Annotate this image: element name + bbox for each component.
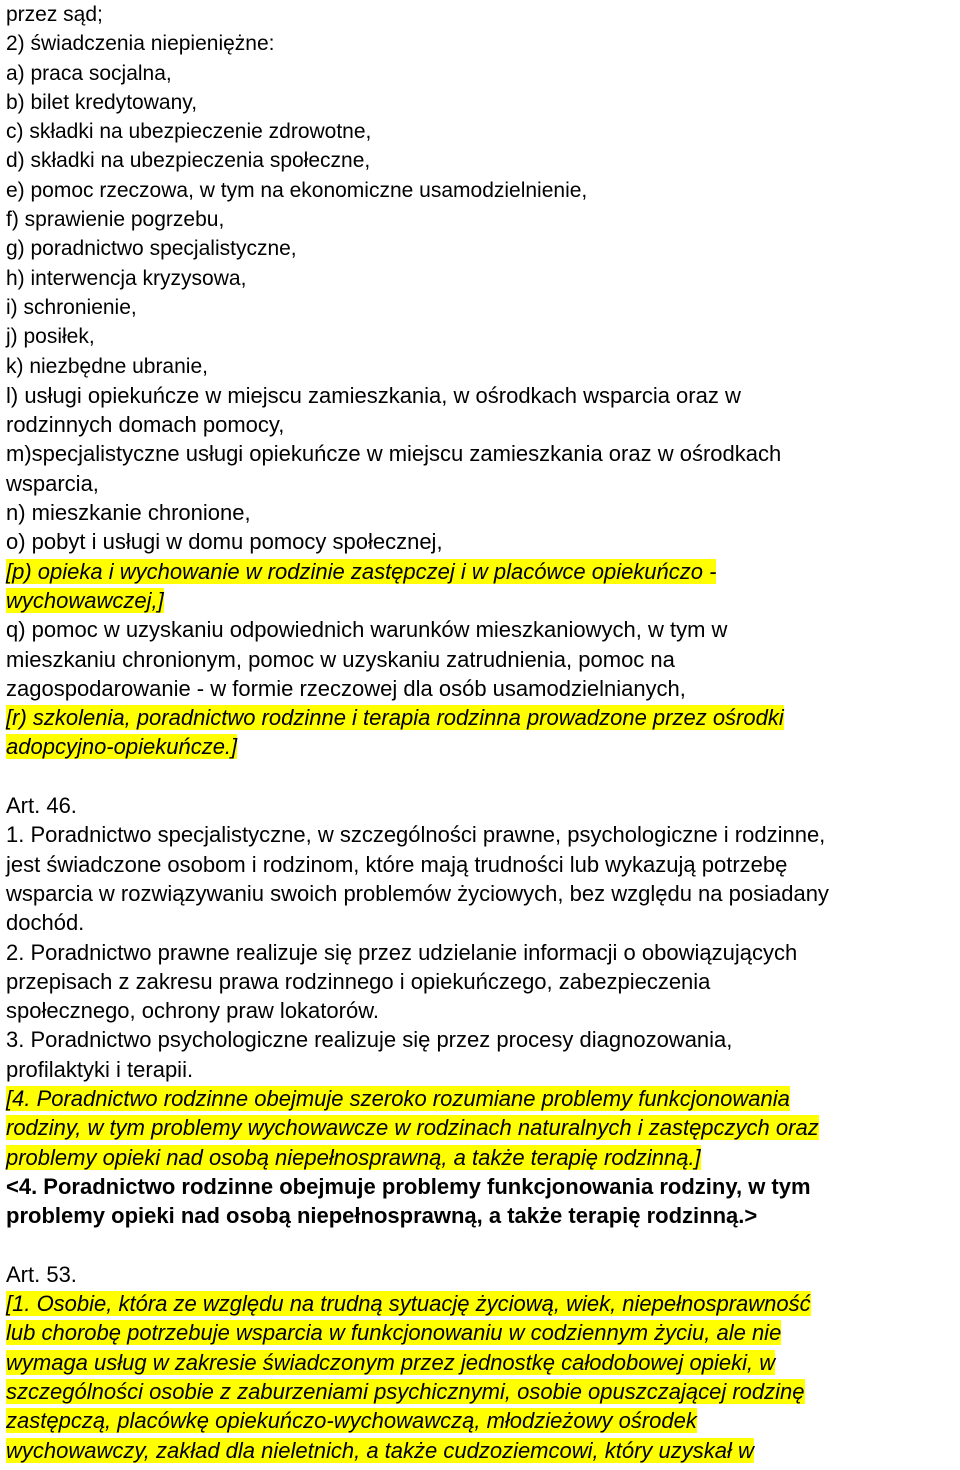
- legal-document: [6, 0, 956, 1465]
- list-item: e) pomoc rzeczowa, w tym na ekonomiczne usamodzielnienie,: [6, 178, 588, 202]
- highlighted-text: szczególności osobie z zaburzeniami psychicznymi, osobie opuszczającej rodzinę: [6, 1378, 805, 1404]
- deleted-paragraph-line: [6, 1113, 956, 1142]
- list-item: c) składki na ubezpieczenie zdrowotne,: [6, 120, 372, 144]
- highlighted-text: adopcyjno-opiekuńcze.]: [6, 734, 238, 760]
- deleted-paragraph-line: [6, 1377, 956, 1406]
- deleted-item-r: [6, 703, 956, 732]
- article-heading: Art. 53.: [6, 1261, 77, 1287]
- spacer: [6, 1230, 956, 1259]
- paragraph-line: profilaktyki i terapii.: [6, 1056, 194, 1082]
- paragraph-line: dochód.: [6, 910, 85, 936]
- highlighted-text: zastępczą, placówkę opiekuńczo-wychowawczą, młodzieżowy ośrodek: [6, 1408, 697, 1434]
- list-item: k) niezbędne ubranie,: [6, 354, 208, 378]
- deleted-paragraph-line: [6, 1084, 956, 1113]
- list-item: n) mieszkanie chronione,: [6, 500, 251, 526]
- deleted-paragraph-line: [6, 1406, 956, 1435]
- highlighted-text: wychowawczy, zakład dla nieletnich, a także cudzoziemcowi, który uzyskał w: [6, 1437, 754, 1463]
- highlighted-text: [p) opieka i wychowanie w rodzinie zastępczej i w placówce opiekuńczo -: [6, 558, 717, 584]
- paragraph-line: wsparcia w rozwiązywaniu swoich problemów życiowych, bez względu na posiadany: [6, 880, 829, 906]
- list-item: d) składki na ubezpieczenia społeczne,: [6, 149, 371, 173]
- list-item: 2) świadczenia niepieniężne:: [6, 32, 275, 56]
- paragraph-line: 1. Poradnictwo specjalistyczne, w szczególności prawne, psychologiczne i rodzinne,: [6, 822, 826, 848]
- highlighted-text: wymaga usług w zakresie świadczonym przez jednostkę całodobowej opieki, w: [6, 1349, 776, 1375]
- list-item: a) praca socjalna,: [6, 61, 172, 85]
- list-item: rodzinnych domach pomocy,: [6, 412, 285, 438]
- list-item: b) bilet kredytowany,: [6, 90, 198, 114]
- article-heading: Art. 46.: [6, 793, 77, 819]
- list-item: q) pomoc w uzyskaniu odpowiednich warunków mieszkaniowych, w tym w: [6, 617, 728, 643]
- highlighted-text: lub chorobę potrzebuje wsparcia w funkcjonowaniu w codziennym życiu, ale nie: [6, 1320, 782, 1346]
- list-item: f) sprawienie pogrzebu,: [6, 208, 225, 232]
- highlighted-text: rodziny, w tym problemy wychowawcze w rodzinach naturalnych i zastępczych oraz: [6, 1115, 819, 1141]
- deleted-item-p: [6, 557, 956, 586]
- deleted-paragraph-line: [6, 1318, 956, 1347]
- list-item: zagospodarowanie - w formie rzeczowej dla osób usamodzielnianych,: [6, 675, 686, 701]
- highlighted-text: wychowawczej,]: [6, 587, 164, 613]
- paragraph-line: jest świadczone osobom i rodzinom, które mają trudności lub wykazują potrzebę: [6, 851, 788, 877]
- deleted-paragraph-line: [6, 1436, 956, 1465]
- added-paragraph-line: problemy opieki nad osobą niepełnosprawną, a także terapię rodzinną.>: [6, 1203, 758, 1229]
- added-paragraph-line: <4. Poradnictwo rodzinne obejmuje problemy funkcjonowania rodziny, w tym: [6, 1173, 811, 1199]
- list-item: i) schronienie,: [6, 295, 137, 319]
- highlighted-text: [4. Poradnictwo rodzinne obejmuje szeroko rozumiane problemy funkcjonowania: [6, 1085, 790, 1111]
- list-item: m)specjalistyczne usługi opiekuńcze w miejscu zamieszkania oraz w ośrodkach: [6, 441, 782, 467]
- highlighted-text: [1. Osobie, która ze względu na trudną sytuację życiową, wiek, niepełnosprawność: [6, 1291, 811, 1317]
- article-46: [6, 791, 956, 1230]
- paragraph-line: 3. Poradnictwo psychologiczne realizuje się przez procesy diagnozowania,: [6, 1027, 733, 1053]
- list-item: j) posiłek,: [6, 325, 95, 349]
- paragraph-line: 2. Poradnictwo prawne realizuje się przez udzielanie informacji o obowiązujących: [6, 939, 798, 965]
- spacer: [6, 762, 956, 791]
- list-item: l) usługi opiekuńcze w miejscu zamieszkania, w ośrodkach wsparcia oraz w: [6, 382, 741, 408]
- list-section: [6, 0, 956, 762]
- deleted-paragraph-line: [6, 1348, 956, 1377]
- article-53: [6, 1260, 956, 1465]
- deleted-paragraph-line: [6, 1289, 956, 1318]
- list-item: mieszkaniu chronionym, pomoc w uzyskaniu zatrudnienia, pomoc na: [6, 646, 675, 672]
- list-item: przez sąd;: [6, 3, 103, 26]
- highlighted-text: problemy opieki nad osobą niepełnosprawną, a także terapię rodzinną.]: [6, 1144, 701, 1170]
- list-item: h) interwencja kryzysowa,: [6, 266, 247, 290]
- deleted-item-p: [6, 586, 956, 615]
- deleted-paragraph-line: [6, 1143, 956, 1172]
- deleted-item-r: [6, 732, 956, 761]
- list-item: g) poradnictwo specjalistyczne,: [6, 237, 297, 261]
- highlighted-text: [r) szkolenia, poradnictwo rodzinne i terapia rodzinna prowadzone przez ośrodki: [6, 705, 784, 731]
- list-item: o) pobyt i usługi w domu pomocy społecznej,: [6, 529, 443, 555]
- list-item: wsparcia,: [6, 470, 99, 496]
- paragraph-line: społecznego, ochrony praw lokatorów.: [6, 998, 379, 1024]
- paragraph-line: przepisach z zakresu prawa rodzinnego i opiekuńczego, zabezpieczenia: [6, 968, 711, 994]
